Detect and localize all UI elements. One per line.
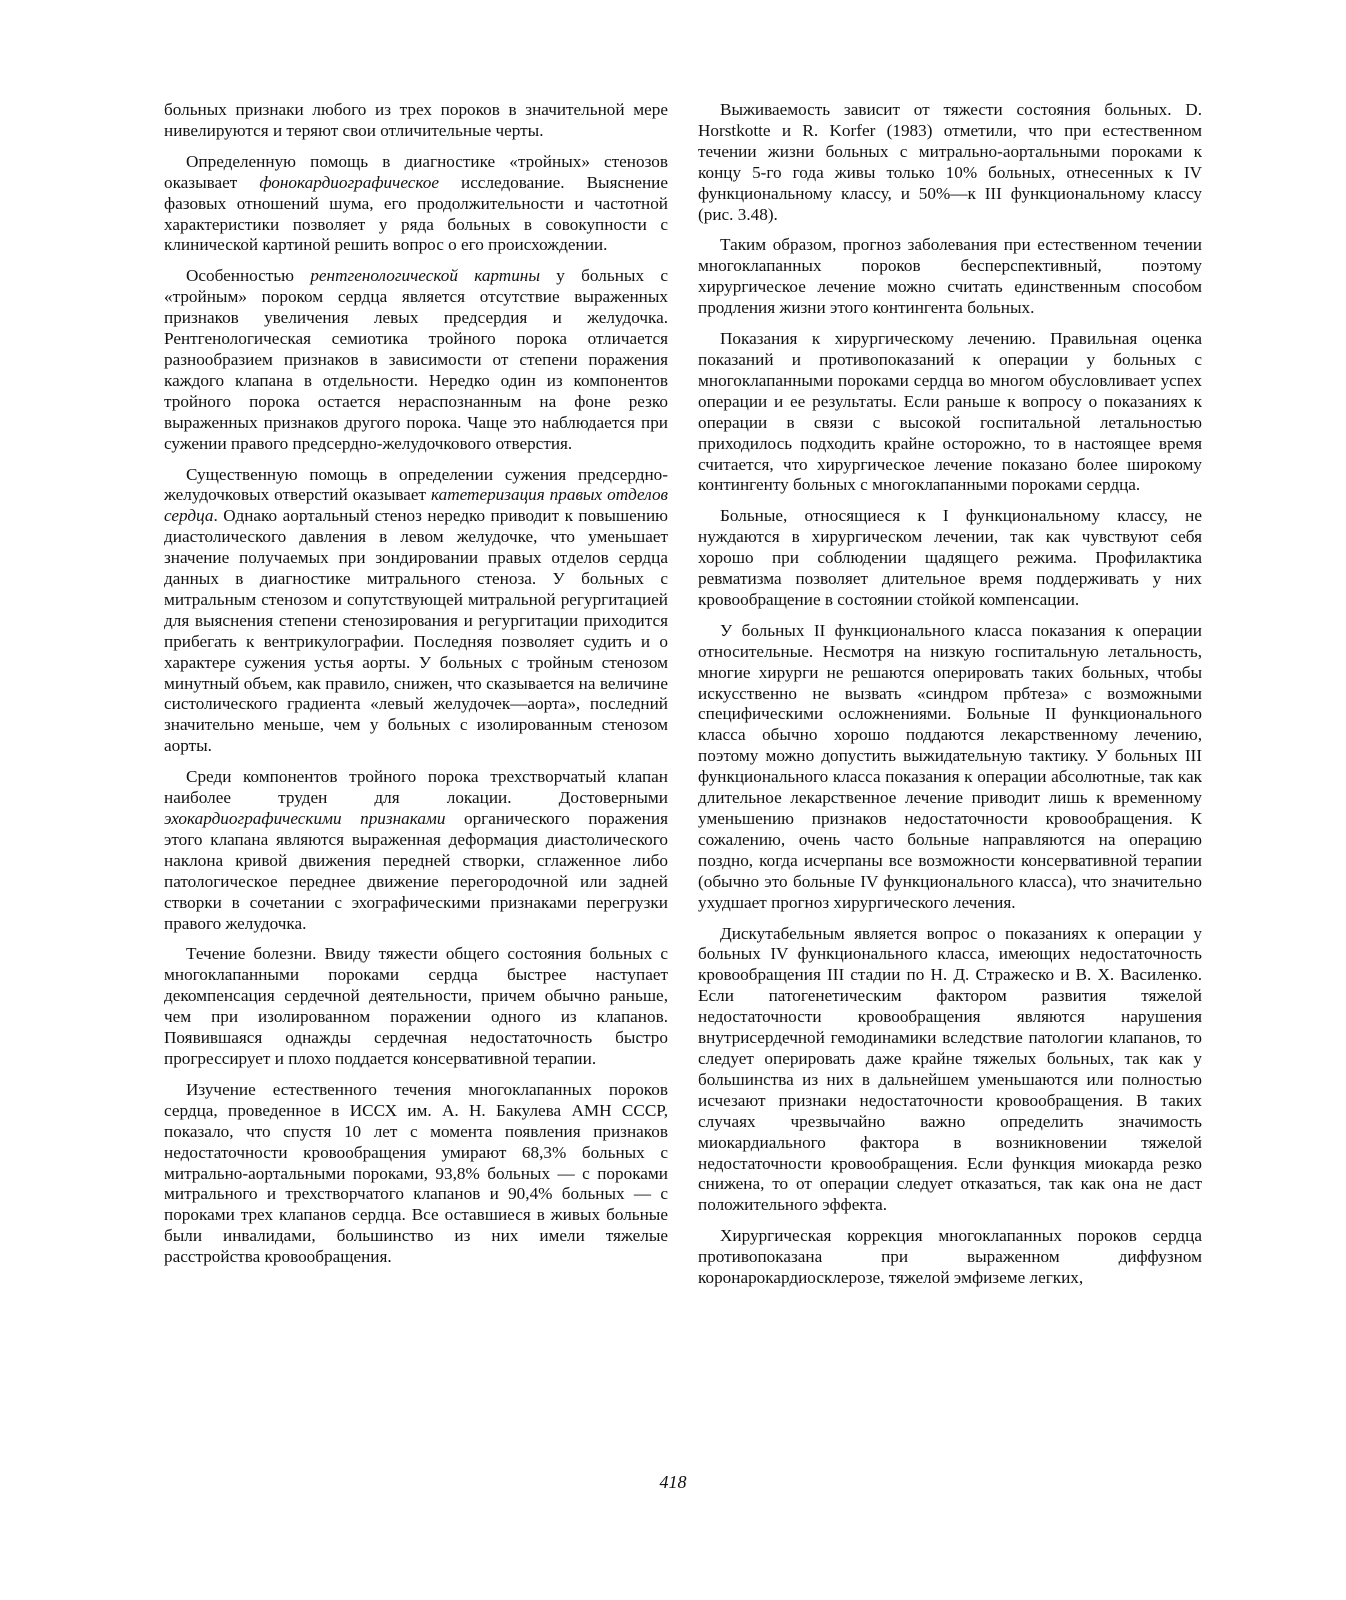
text-run: Среди компонентов тройного порока трехстворчатый клапан наиболее труден для локации. Достоверными	[164, 767, 668, 808]
text-run: Хирургическая коррекция многоклапанных пороков сердца противопоказана при выраженном диффузном коронарокардиосклерозе, тяжелой эмфиземе легких,	[698, 1226, 1202, 1288]
paragraph	[164, 944, 668, 1069]
text-run: У больных II функционального класса показания к операции относительные. Несмотря на низкую госпитальную летальность, многие хирурги не решаются оперировать таких больных, чтобы искусственно не вызвать «синдром прбтеза» с возможными специфическими осложнениями. Больные II функционального класса обычно хорошо поддаются лекарственному лечению, поэтому можно допустить выжидательную тактику. У больных III функционального класса показания к операции абсолютные, так как длительное лекарственное лечение приводит лишь к временному уменьшению признаков недостаточности кровообращения. К сожалению, очень часто больные направляются на операцию поздно, когда исчерпаны все возможности консервативной терапии (обычно это больные IV функционального класса), что значительно ухудшает прогноз хирургического лечения.	[698, 620, 1202, 912]
paragraph	[698, 1226, 1202, 1289]
text-run: Изучение естественного течения многоклапанных пороков сердца, проведенное в ИССХ им. А. Н. Бакулева АМН СССР, показало, что спустя 10 лет с момента появления признаков недостаточности кровообращения умирают 68,3% больных с митрально-аортальными пороками, 93,8% больных — с пороками митрального и трехстворчатого клапанов и 90,4% больных — с пороками трех клапанов сердца. Все оставшиеся в живых больные были инвалидами, большинство из них имели тяжелые расстройства кровообращения.	[164, 1079, 668, 1267]
text-run: органического поражения этого клапана являются выраженная деформация диастолического наклона кривой движения передней створки, сглаженное либо патологическое переднее движение перегородочной или задней створки в сочетании с эхографическими признаками перегрузки правого желудочка.	[164, 809, 668, 933]
italic-term: фонокардиографическое	[259, 172, 439, 192]
text-run: Больные, относящиеся к I функциональному классу, не нуждаются в хирургическом лечении, так как чувствуют себя хорошо при соблюдении щадящего режима. Профилактика ревматизма позволяет длительное время поддерживать у них кровообращение в состоянии стойкой компенсации.	[698, 506, 1202, 609]
text-run: . Однако аортальный стеноз нередко приводит к повышению диастолического давления в левом желудочке, что уменьшает значение получаемых при зондировании правых отделов сердца данных в диагностике митрального стеноза. У больных с митральным стенозом и сопутствующей митральной регургитацией для выяснения степени стенозирования и регургитации приходится прибегать к вентрикулографии. Последняя позволяет судить и о характере сужения устья аорты. У больных с тройным стенозом минутный объем, как правило, снижен, что сказывается на величине систолического градиента «левый желудочек—аорта», последний значительно меньше, чем у больных с изолированным стенозом аорты.	[164, 506, 668, 756]
right-column	[698, 100, 1202, 1299]
paragraph	[164, 152, 668, 257]
paragraph	[164, 266, 668, 454]
text-run: Выживаемость зависит от тяжести состояния больных. D. Horstkotte и R. Korfer (1983) отметили, что при естественном течении жизни больных с митрально-аортальными пороками к концу 5-го года живы только 10% больных, отнесенных к IV функциональному классу, и 50%—к III функциональному классу (рис. 3.48).	[698, 100, 1202, 224]
text-run: Дискутабельным является вопрос о показаниях к операции у больных IV функционального класса, имеющих недостаточность кровообращения III стадии по Н. Д. Стражеско и В. X. Василенко. Если патогенетическим фактором развития тяжелой недостаточности кровообращения являются нарушения внутрисердечной гемодинамики вследствие патологии клапанов, то следует оперировать даже крайне тяжелых больных, так как у большинства из них в дальнейшем уменьшаются или полностью исчезают признаки недостаточности кровообращения. В таких случаях чрезвычайно важно определить значимость миокардиального фактора в возникновении тяжелой недостаточности кровообращения. Если функция миокарда резко снижена, то от операции следует отказаться, так как она не даст положительного эффекта.	[698, 923, 1202, 1215]
italic-term: эхокардиографическими признаками	[164, 809, 446, 828]
text-run: Особенностью	[186, 266, 311, 286]
paragraph	[698, 100, 1202, 225]
text-run: больных признаки любого из трех пороков в значительной мере нивелируются и теряют свои отличительные черты.	[164, 100, 668, 140]
paragraph	[698, 621, 1202, 914]
text-run: Существенную помощь в определении сужения предсердно-желудочковых отверстий оказывает	[164, 464, 668, 505]
text-run: у больных с «тройным» пороком сердца является отсутствие выраженных признаков увеличения левых предсердия и желудочка. Рентгенологическая семиотика тройного порока отличается разнообразием признаков в зависимости от степени поражения каждого клапана в отдельности. Нередко один из компонентов тройного порока остается нераспознанным на фоне резко выраженных признаков другого порока. Чаще это наблюдается при сужении правого предсердно-желудочкового отверстия.	[164, 266, 668, 453]
paragraph	[698, 506, 1202, 611]
left-column	[164, 100, 668, 1278]
text-run: Определенную помощь в диагностике «тройных» стенозов оказывает	[164, 151, 668, 192]
italic-term: катетеризация правых отделов сердца	[164, 485, 669, 526]
text-run: Показания к хирургическому лечению. Правильная оценка показаний и противопоказаний к операции у больных с многоклапанными пороками сердца во многом обусловливает успех операции и ее результаты. Если раньше к вопросу о показаниях к операции в связи с высокой госпитальной летальностью приходилось подходить крайне осторожно, то в настоящее время считается, что хирургическое лечение показано более широкому контингенту больных с многоклапанными пороками сердца.	[698, 329, 1202, 495]
paragraph	[698, 329, 1202, 496]
text-run: Течение болезни. Ввиду тяжести общего состояния больных с многоклапанными пороками сердца быстрее наступает декомпенсация сердечной деятельности, причем обычно раньше, чем при изолированном поражении одного из клапанов. Появившаяся однажды сердечная недостаточность быстро прогрессирует и плохо поддается консервативной терапии.	[164, 944, 668, 1068]
paragraph	[698, 235, 1202, 319]
text-run: Таким образом, прогноз заболевания при естественном течении многоклапанных пороков бесперспективный, поэтому хирургическое лечение можно считать единственным способом продления жизни этого контингента больных.	[698, 235, 1202, 318]
paragraph	[164, 767, 668, 934]
paragraph	[164, 100, 668, 142]
italic-term: рентгенологической картины	[310, 266, 540, 286]
text-run: исследование. Выяснение фазовых отношений шума, его продолжительности и частотной характеристики позволяет у ряда больных в совокупности с клинической картиной решить вопрос о его происхождении.	[164, 172, 668, 255]
page-number: 418	[659, 1472, 687, 1492]
paragraph	[164, 465, 668, 758]
paragraph	[164, 1080, 668, 1268]
paragraph	[698, 924, 1202, 1217]
